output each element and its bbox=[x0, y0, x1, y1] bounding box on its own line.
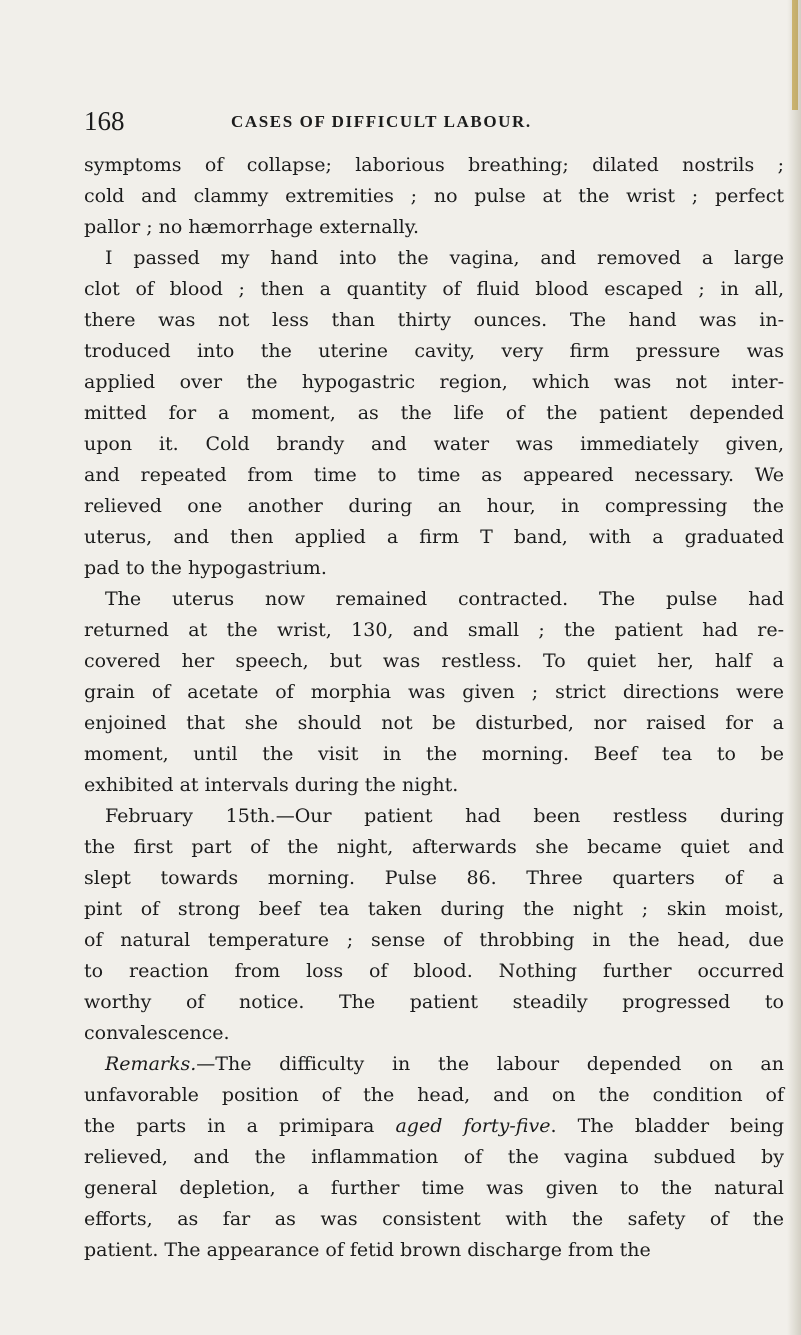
text-line: moment, until the visit in the morning. Beef tea to be bbox=[84, 743, 784, 765]
text-line: applied over the hypogastric region, which was not inter- bbox=[84, 371, 784, 393]
text-line: and repeated from time to time as appeared necessary. We bbox=[84, 464, 784, 486]
text-line: the parts in a primipara aged forty-five. The bladder being bbox=[84, 1115, 785, 1137]
text-line: pad to the hypogastrium. bbox=[84, 557, 327, 579]
text-line: pallor ; no hæmorrhage externally. bbox=[84, 216, 419, 238]
text-line: uterus, and then applied a firm T band, with a graduated bbox=[84, 526, 784, 548]
text-line: patient. The appearance of fetid brown discharge from the bbox=[84, 1239, 651, 1261]
text-line: mitted for a moment, as the life of the patient depended bbox=[84, 402, 784, 424]
text-line: relieved, and the inflammation of the vagina subdued by bbox=[84, 1146, 784, 1168]
text-line: troduced into the uterine cavity, very firm pressure was bbox=[84, 340, 784, 362]
text-line: worthy of notice. The patient steadily progressed to bbox=[84, 991, 784, 1013]
text-line: Remarks.—The difficulty in the labour depended on an bbox=[105, 1053, 784, 1075]
text-line: there was not less than thirty ounces. The hand was in- bbox=[84, 309, 784, 331]
text-line: symptoms of collapse; laborious breathing; dilated nostrils ; bbox=[84, 154, 784, 176]
page-edge-shadow bbox=[787, 0, 801, 1335]
text-line: The uterus now remained contracted. The pulse had bbox=[105, 588, 784, 610]
text-line: slept towards morning. Pulse 86. Three quarters of a bbox=[84, 867, 784, 889]
text-line: grain of acetate of morphia was given ; strict directions were bbox=[84, 681, 784, 703]
text-line: of natural temperature ; sense of throbbing in the head, due bbox=[84, 929, 784, 951]
page-header bbox=[84, 106, 801, 136]
text-line: efforts, as far as was consistent with the safety of the bbox=[84, 1208, 784, 1230]
text-line: the first part of the night, afterwards she became quiet and bbox=[84, 836, 784, 858]
text-line: to reaction from loss of blood. Nothing further occurred bbox=[84, 960, 784, 982]
text-line: clot of blood ; then a quantity of fluid blood escaped ; in all, bbox=[84, 278, 784, 300]
text-line: February 15th.—Our patient had been restless during bbox=[105, 805, 784, 827]
text-line: exhibited at intervals during the night. bbox=[84, 774, 459, 796]
page-number: 168 bbox=[84, 106, 125, 136]
italic-phrase: aged forty-five bbox=[395, 1115, 551, 1137]
text-line: upon it. Cold brandy and water was immediately given, bbox=[84, 433, 784, 455]
text-line: pint of strong beef tea taken during the night ; skin moist, bbox=[84, 898, 784, 920]
text-line: general depletion, a further time was given to the natural bbox=[84, 1177, 784, 1199]
text-line: I passed my hand into the vagina, and removed a large bbox=[105, 247, 784, 269]
text-line: cold and clammy extremities ; no pulse at the wrist ; perfect bbox=[84, 185, 784, 207]
text-line: unfavorable position of the head, and on the condition of bbox=[84, 1084, 784, 1106]
text-line: returned at the wrist, 130, and small ; the patient had re- bbox=[84, 619, 784, 641]
text-line: enjoined that she should not be disturbed, nor raised for a bbox=[84, 712, 784, 734]
remarks-label: Remarks. bbox=[105, 1053, 197, 1075]
text-line: covered her speech, but was restless. To quiet her, half a bbox=[84, 650, 784, 672]
text-line: convalescence. bbox=[84, 1022, 230, 1044]
running-head: CASES OF DIFFICULT LABOUR. bbox=[231, 112, 532, 131]
text-line: relieved one another during an hour, in compressing the bbox=[84, 495, 784, 517]
